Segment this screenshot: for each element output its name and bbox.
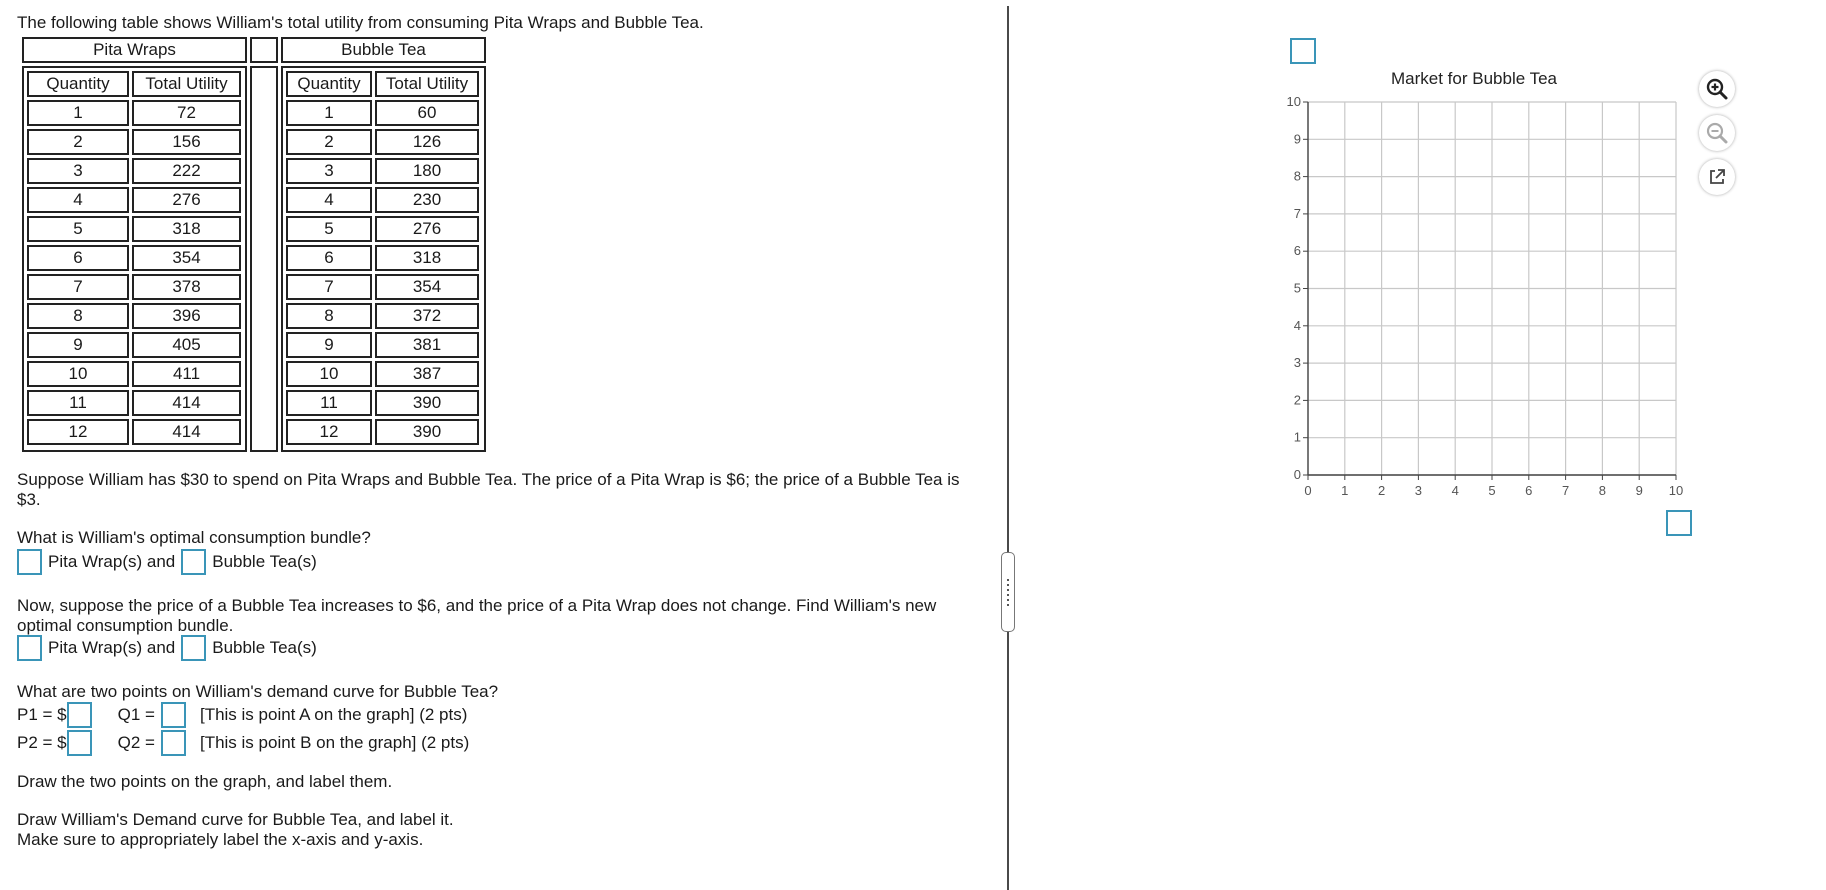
pita-table-row: [27, 274, 241, 300]
pita-utility-header: Total Utility: [132, 71, 241, 97]
pita-quantity-cell: 12: [27, 419, 129, 445]
y-tick-label: 5: [1293, 280, 1301, 296]
x-tick-label: 3: [1414, 483, 1423, 498]
p2-input[interactable]: [67, 730, 92, 756]
tea-utility-cell: 230: [375, 187, 479, 213]
popout-icon: [1706, 166, 1728, 188]
chart-axes: [1303, 102, 1676, 480]
tea-utility-cell: 180: [375, 158, 479, 184]
tea-table-row: [286, 274, 479, 300]
x-tick-label: 7: [1561, 483, 1570, 498]
zoom-in-icon: [1705, 77, 1729, 101]
pita-label-2: Pita Wrap(s) and: [48, 638, 176, 657]
pita-utility-cell: 414: [132, 419, 241, 445]
tea-table-row: [286, 332, 479, 358]
draw-curve-text: [17, 810, 454, 850]
x-tick-label: 4: [1451, 483, 1459, 498]
pita-quantity-cell: 3: [27, 158, 129, 184]
x-tick-label: 10: [1668, 483, 1684, 498]
y-tick-label: 0: [1293, 467, 1301, 482]
x-tick-label: 0: [1304, 483, 1312, 498]
tea-table-title: Bubble Tea: [281, 37, 486, 63]
tea-quantity-cell: 8: [286, 303, 372, 329]
x-tick-label: 1: [1341, 483, 1349, 498]
q1-label: Q1 =: [117, 705, 155, 724]
chart-grid: [1308, 102, 1676, 475]
x-tick-labels: [1304, 483, 1683, 498]
pita-table-row: [27, 129, 241, 155]
y-tick-label: 1: [1293, 429, 1301, 445]
pita-table-title: Pita Wraps: [22, 37, 247, 63]
tea-table-row: [286, 129, 479, 155]
x-tick-label: 2: [1377, 483, 1386, 498]
tea-quantity-cell: 10: [286, 361, 372, 387]
q2-input[interactable]: [161, 730, 186, 756]
pita-quantity-input-1[interactable]: [17, 549, 42, 575]
answer-row-point-a: [17, 702, 467, 728]
y-tick-labels: [1287, 94, 1301, 482]
y-tick-label: 2: [1293, 392, 1301, 408]
pita-utility-cell: 72: [132, 100, 241, 126]
pita-label-1: Pita Wrap(s) and: [48, 552, 176, 571]
pita-table-row: [27, 332, 241, 358]
now-line-1: Now, suppose the price of a Bubble Tea increases to $6, and the price of a Pita Wrap does not change. Find William's new: [17, 596, 937, 615]
pita-table-row: [27, 187, 241, 213]
label-axes-line: Make sure to appropriately label the x-axis and y-axis.: [17, 830, 424, 849]
pita-quantity-cell: 4: [27, 187, 129, 213]
now-text: [17, 596, 936, 636]
pita-utility-cell: 411: [132, 361, 241, 387]
point-b-note: [This is point B on the graph] (2 pts): [199, 733, 470, 752]
pita-quantity-cell: 5: [27, 216, 129, 242]
question-pane: [17, 0, 1007, 884]
pita-quantity-cell: 10: [27, 361, 129, 387]
q1-input[interactable]: [161, 702, 186, 728]
tea-utility-cell: 390: [375, 419, 479, 445]
draw-curve-line: Draw William's Demand curve for Bubble Tea, and label it.: [17, 810, 454, 829]
tea-quantity-cell: 7: [286, 274, 372, 300]
tea-quantity-cell: 2: [286, 129, 372, 155]
tea-utility-cell: 60: [375, 100, 479, 126]
tea-table-row: [286, 303, 479, 329]
pita-table-grid: [24, 68, 244, 448]
tea-utility-header: Total Utility: [375, 71, 479, 97]
pita-table-row: [27, 245, 241, 271]
suppose-text: [17, 470, 960, 510]
tea-table-row: [286, 100, 479, 126]
p1-input[interactable]: [67, 702, 92, 728]
tea-label-2: Bubble Tea(s): [212, 638, 317, 657]
pita-utility-cell: 276: [132, 187, 241, 213]
tea-utility-cell: 381: [375, 332, 479, 358]
pita-quantity-cell: 6: [27, 245, 129, 271]
tea-table-row: [286, 187, 479, 213]
tea-table-row: [286, 361, 479, 387]
pita-table-body: [27, 100, 241, 445]
pita-quantity-header: Quantity: [27, 71, 129, 97]
tea-quantity-cell: 9: [286, 332, 372, 358]
pita-table-row: [27, 100, 241, 126]
tea-table-row: [286, 390, 479, 416]
x-tick-label: 5: [1488, 483, 1496, 498]
tea-utility-cell: 318: [375, 245, 479, 271]
pane-resize-handle[interactable]: [1001, 552, 1015, 632]
tea-table-body: [286, 100, 479, 445]
tea-quantity-header: Quantity: [286, 71, 372, 97]
tea-quantity-input-2[interactable]: [181, 635, 206, 661]
pita-table-row: [27, 216, 241, 242]
pita-quantity-cell: 11: [27, 390, 129, 416]
y-tick-label: 10: [1286, 94, 1301, 109]
tea-table-grid: [283, 68, 482, 448]
table-separator: [250, 37, 278, 452]
tea-quantity-cell: 12: [286, 419, 372, 445]
y-tick-label: 3: [1293, 355, 1301, 371]
pita-table-row: [27, 303, 241, 329]
tea-utility-cell: 387: [375, 361, 479, 387]
zoom-out-button[interactable]: [1699, 115, 1735, 151]
chart-title: Market for Bubble Tea: [1391, 69, 1557, 88]
zoom-out-icon: [1705, 121, 1729, 145]
pita-utility-cell: 414: [132, 390, 241, 416]
question-optimal-bundle: What is William's optimal consumption bundle?: [17, 528, 371, 547]
now-line-2: optimal consumption bundle.: [17, 616, 234, 635]
tea-utility-cell: 354: [375, 274, 479, 300]
pita-table-row: [27, 390, 241, 416]
pita-table-row: [27, 158, 241, 184]
tea-utility-table: [281, 66, 486, 452]
tea-utility-cell: 372: [375, 303, 479, 329]
pane-divider: [1007, 6, 1009, 890]
y-tick-label: 9: [1293, 131, 1301, 147]
pita-table-row: [27, 419, 241, 445]
y-tick-label: 7: [1293, 205, 1301, 221]
x-tick-label: 8: [1598, 483, 1607, 498]
suppose-line-2: $3.: [17, 490, 41, 509]
question-demand-points: What are two points on William's demand curve for Bubble Tea?: [17, 682, 499, 701]
answer-row-point-b: [17, 730, 469, 756]
pita-quantity-cell: 1: [27, 100, 129, 126]
tea-quantity-cell: 5: [286, 216, 372, 242]
tea-quantity-cell: 3: [286, 158, 372, 184]
pita-utility-cell: 156: [132, 129, 241, 155]
pita-utility-cell: 378: [132, 274, 241, 300]
draw-points-text: Draw the two points on the graph, and label them.: [17, 772, 393, 791]
tea-quantity-cell: 11: [286, 390, 372, 416]
tea-label-1: Bubble Tea(s): [212, 552, 317, 571]
suppose-line-1: Suppose William has $30 to spend on Pita Wraps and Bubble Tea. The price of a Pita Wrap is $6; the price of a Bubble Tea is: [17, 470, 960, 489]
pita-utility-table: [22, 66, 247, 452]
tea-table-row: [286, 245, 479, 271]
popout-button[interactable]: [1699, 159, 1735, 195]
x-axis-label-box[interactable]: [1666, 510, 1692, 536]
tea-quantity-input-1[interactable]: [181, 549, 206, 575]
separator-bottom: [250, 66, 278, 452]
tea-quantity-cell: 1: [286, 100, 372, 126]
tea-utility-cell: 126: [375, 129, 479, 155]
pita-quantity-cell: 8: [27, 303, 129, 329]
q2-label: Q2 =: [117, 733, 155, 752]
bubble-tea-graph[interactable]: [1270, 30, 1690, 510]
answer-row-bundle-1: [17, 549, 323, 575]
pita-utility-cell: 318: [132, 216, 241, 242]
pita-quantity-cell: 2: [27, 129, 129, 155]
pita-utility-cell: 222: [132, 158, 241, 184]
pita-utility-cell: 354: [132, 245, 241, 271]
tea-table-row: [286, 419, 479, 445]
y-tick-label: 4: [1293, 317, 1301, 333]
separator-top: [250, 37, 278, 63]
pita-table-row: [27, 361, 241, 387]
p2-label: P2 = $: [17, 733, 67, 752]
p1-label: P1 = $: [17, 705, 67, 724]
pita-utility-cell: 396: [132, 303, 241, 329]
answer-row-bundle-2: [17, 635, 323, 661]
tea-utility-cell: 276: [375, 216, 479, 242]
y-tick-label: 6: [1293, 243, 1301, 259]
tea-table-row: [286, 216, 479, 242]
pita-quantity-input-2[interactable]: [17, 635, 42, 661]
pita-quantity-cell: 7: [27, 274, 129, 300]
tea-quantity-cell: 6: [286, 245, 372, 271]
tea-quantity-cell: 4: [286, 187, 372, 213]
intro-text: The following table shows William's total utility from consuming Pita Wraps and Bubble Tea.: [17, 13, 704, 32]
zoom-in-button[interactable]: [1699, 71, 1735, 107]
pita-utility-cell: 405: [132, 332, 241, 358]
x-tick-label: 9: [1635, 483, 1643, 498]
pita-quantity-cell: 9: [27, 332, 129, 358]
x-tick-label: 6: [1525, 483, 1533, 498]
point-a-note: [This is point A on the graph] (2 pts): [199, 705, 468, 724]
y-tick-label: 8: [1293, 168, 1301, 184]
tea-table-row: [286, 158, 479, 184]
tea-utility-cell: 390: [375, 390, 479, 416]
